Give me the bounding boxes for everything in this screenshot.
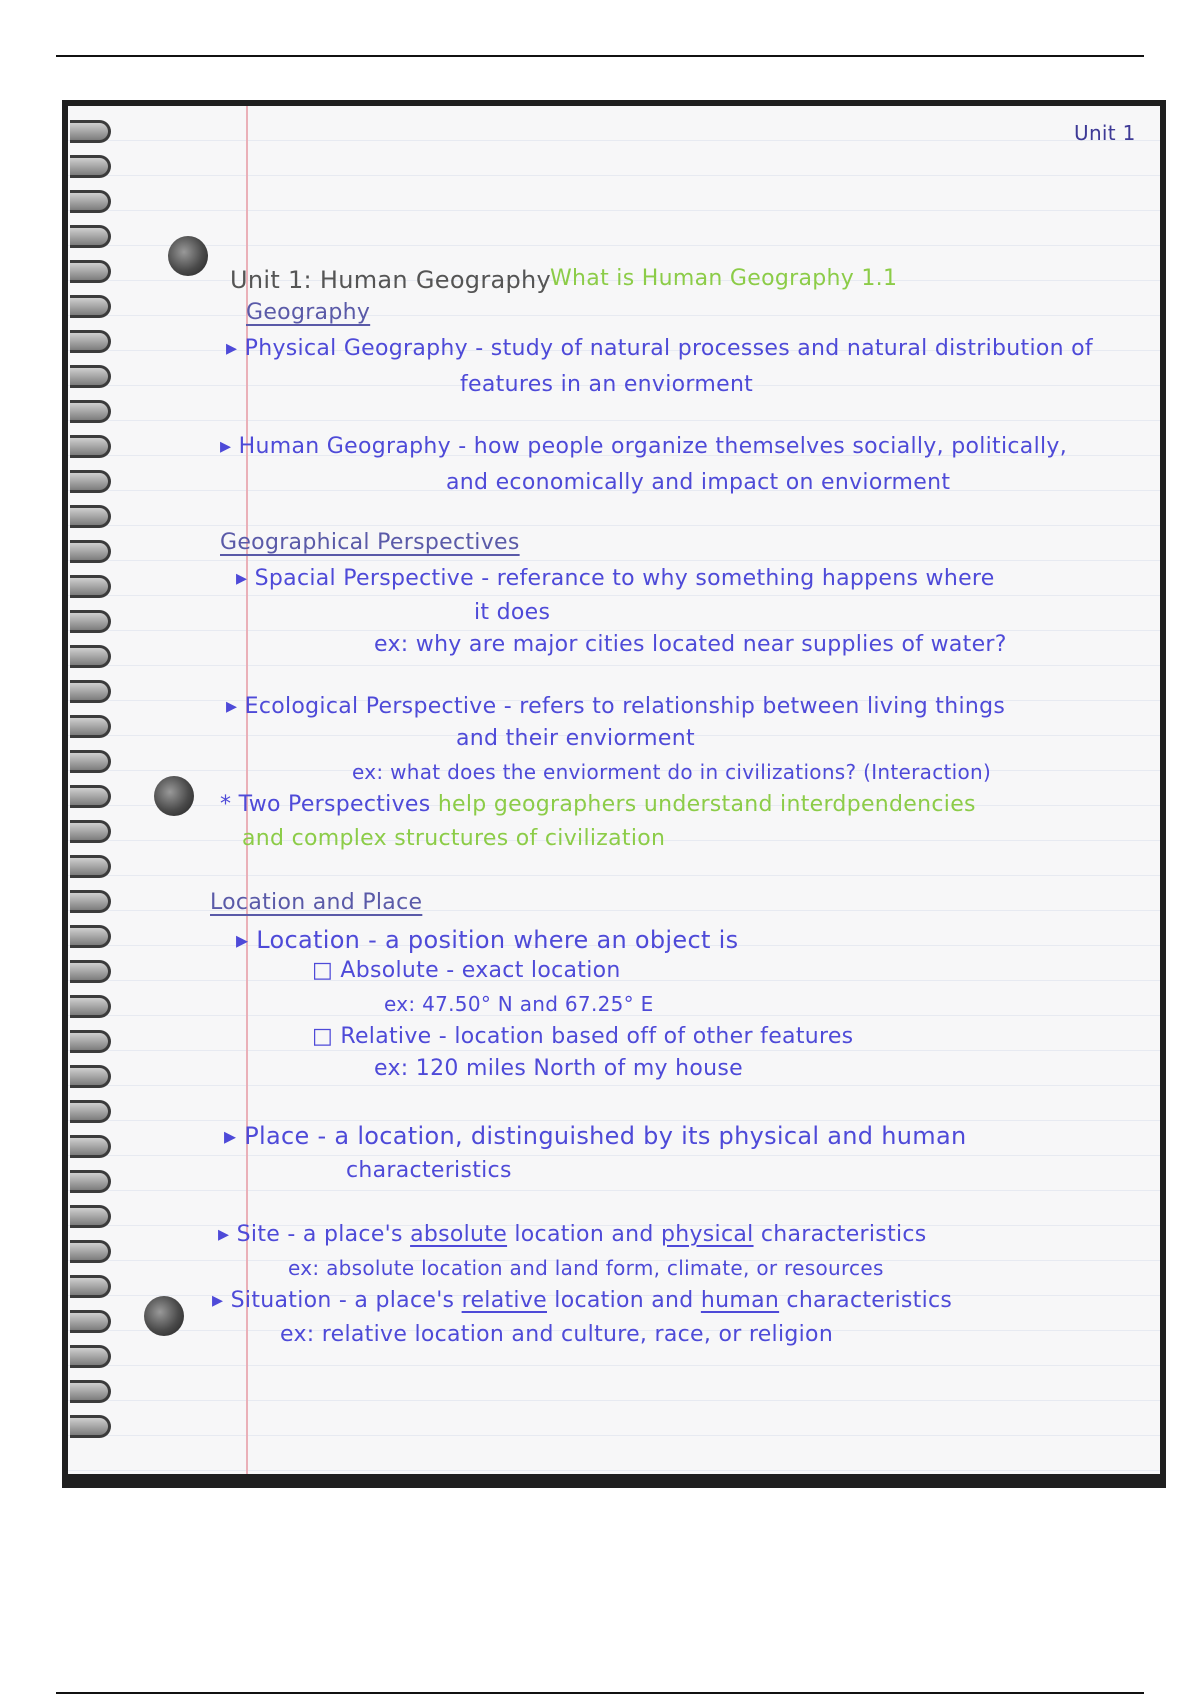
spiral-coil <box>70 225 111 248</box>
punch-hole <box>168 236 208 276</box>
note-line: ▸ Spacial Perspective - referance to why something happens where <box>236 566 995 591</box>
site-line <box>218 1222 927 1247</box>
note-line: ▸ Physical Geography - study of natural processes and natural distribution of <box>226 336 1093 361</box>
example-line: ex: absolute location and land form, climate, or resources <box>288 1256 884 1280</box>
sub-item: □ Absolute - exact location <box>312 958 621 983</box>
situation-text: location and <box>547 1288 701 1313</box>
spiral-coil <box>70 155 111 178</box>
spiral-coil <box>70 505 111 528</box>
note-line: features in an enviorment <box>460 372 754 397</box>
spiral-coil <box>70 400 111 423</box>
example-line: ex: why are major cities located near supplies of water? <box>374 632 1007 657</box>
lined-paper <box>68 106 1160 1474</box>
spiral-coil <box>70 1100 111 1123</box>
note-line: ▸ Human Geography - how people organize themselves socially, politically, <box>220 434 1068 459</box>
section-heading: Geography <box>246 300 371 325</box>
note-line: it does <box>474 600 551 625</box>
spiral-coil <box>70 645 111 668</box>
spiral-coil <box>70 1380 111 1403</box>
note-star-line2: and complex structures of civilization <box>242 826 666 851</box>
spiral-coil <box>70 1345 111 1368</box>
spiral-coil <box>70 1275 111 1298</box>
note-line: and economically and impact on enviorment <box>446 470 951 495</box>
spiral-coil <box>70 295 111 318</box>
note-line: ▸ Place - a location, distinguished by its physical and human <box>224 1122 967 1150</box>
spiral-coil <box>70 575 111 598</box>
note-star-green: help geographers understand interdpendencies <box>437 792 976 817</box>
spiral-coil <box>70 995 111 1018</box>
spiral-coil <box>70 365 111 388</box>
spiral-coil <box>70 190 111 213</box>
section-heading: Geographical Perspectives <box>220 530 520 555</box>
spiral-coil <box>70 750 111 773</box>
note-line: ▸ Location - a position where an object is <box>236 926 739 954</box>
spiral-coil <box>70 1030 111 1053</box>
spiral-coil <box>70 1135 111 1158</box>
spiral-coil <box>70 610 111 633</box>
spiral-coil <box>70 890 111 913</box>
note-line: and their enviorment <box>456 726 695 751</box>
page-label: Unit 1 <box>1074 121 1136 145</box>
spiral-coil <box>70 120 111 143</box>
spiral-coil <box>70 1205 111 1228</box>
spiral-coil <box>70 715 111 738</box>
spiral-coil <box>70 470 111 493</box>
spiral-coil <box>70 785 111 808</box>
situation-underlined: human <box>700 1288 780 1313</box>
spiral-coil <box>70 680 111 703</box>
spiral-coil <box>70 260 111 283</box>
bottom-rule <box>56 1692 1144 1694</box>
scanned-notebook-page <box>62 100 1166 1488</box>
site-text: ▸ Site - a place's <box>218 1222 411 1247</box>
spiral-coil <box>70 540 111 563</box>
spiral-coil <box>70 330 111 353</box>
sub-item: □ Relative - location based off of other features <box>312 1024 854 1049</box>
spiral-coil <box>70 820 111 843</box>
note-line: characteristics <box>346 1158 512 1183</box>
spiral-coil <box>70 855 111 878</box>
example-line: ex: 120 miles North of my house <box>374 1056 744 1081</box>
spiral-coil <box>70 1415 111 1438</box>
spiral-coil <box>70 1240 111 1263</box>
spiral-coil <box>70 435 111 458</box>
punch-hole <box>144 1296 184 1336</box>
example-line: ex: relative location and culture, race, or religion <box>280 1322 834 1347</box>
situation-text: ▸ Situation - a place's <box>212 1288 462 1313</box>
spiral-coil <box>70 1065 111 1088</box>
spiral-coil <box>70 960 111 983</box>
situation-line <box>212 1288 952 1313</box>
situation-underlined: relative <box>461 1288 547 1313</box>
situation-text: characteristics <box>779 1288 953 1313</box>
note-star <box>220 792 976 817</box>
site-text: location and <box>507 1222 661 1247</box>
spiral-coil <box>70 1170 111 1193</box>
note-star-prefix: * Two Perspectives <box>220 792 431 817</box>
note-line: ▸ Ecological Perspective - refers to relationship between living things <box>226 694 1006 719</box>
spiral-coil <box>70 1310 111 1333</box>
site-text: characteristics <box>753 1222 927 1247</box>
unit-title: Unit 1: Human Geography <box>230 266 552 294</box>
example-line: ex: what does the enviorment do in civilizations? (Interaction) <box>352 760 992 784</box>
example-line: ex: 47.50° N and 67.25° E <box>384 992 654 1016</box>
top-rule <box>56 55 1144 57</box>
site-underlined: physical <box>660 1222 754 1247</box>
topic-title: What is Human Geography 1.1 <box>550 266 898 291</box>
punch-hole <box>154 776 194 816</box>
spiral-binding <box>68 120 128 1460</box>
spiral-coil <box>70 925 111 948</box>
site-underlined: absolute <box>410 1222 508 1247</box>
section-heading: Location and Place <box>210 890 423 915</box>
